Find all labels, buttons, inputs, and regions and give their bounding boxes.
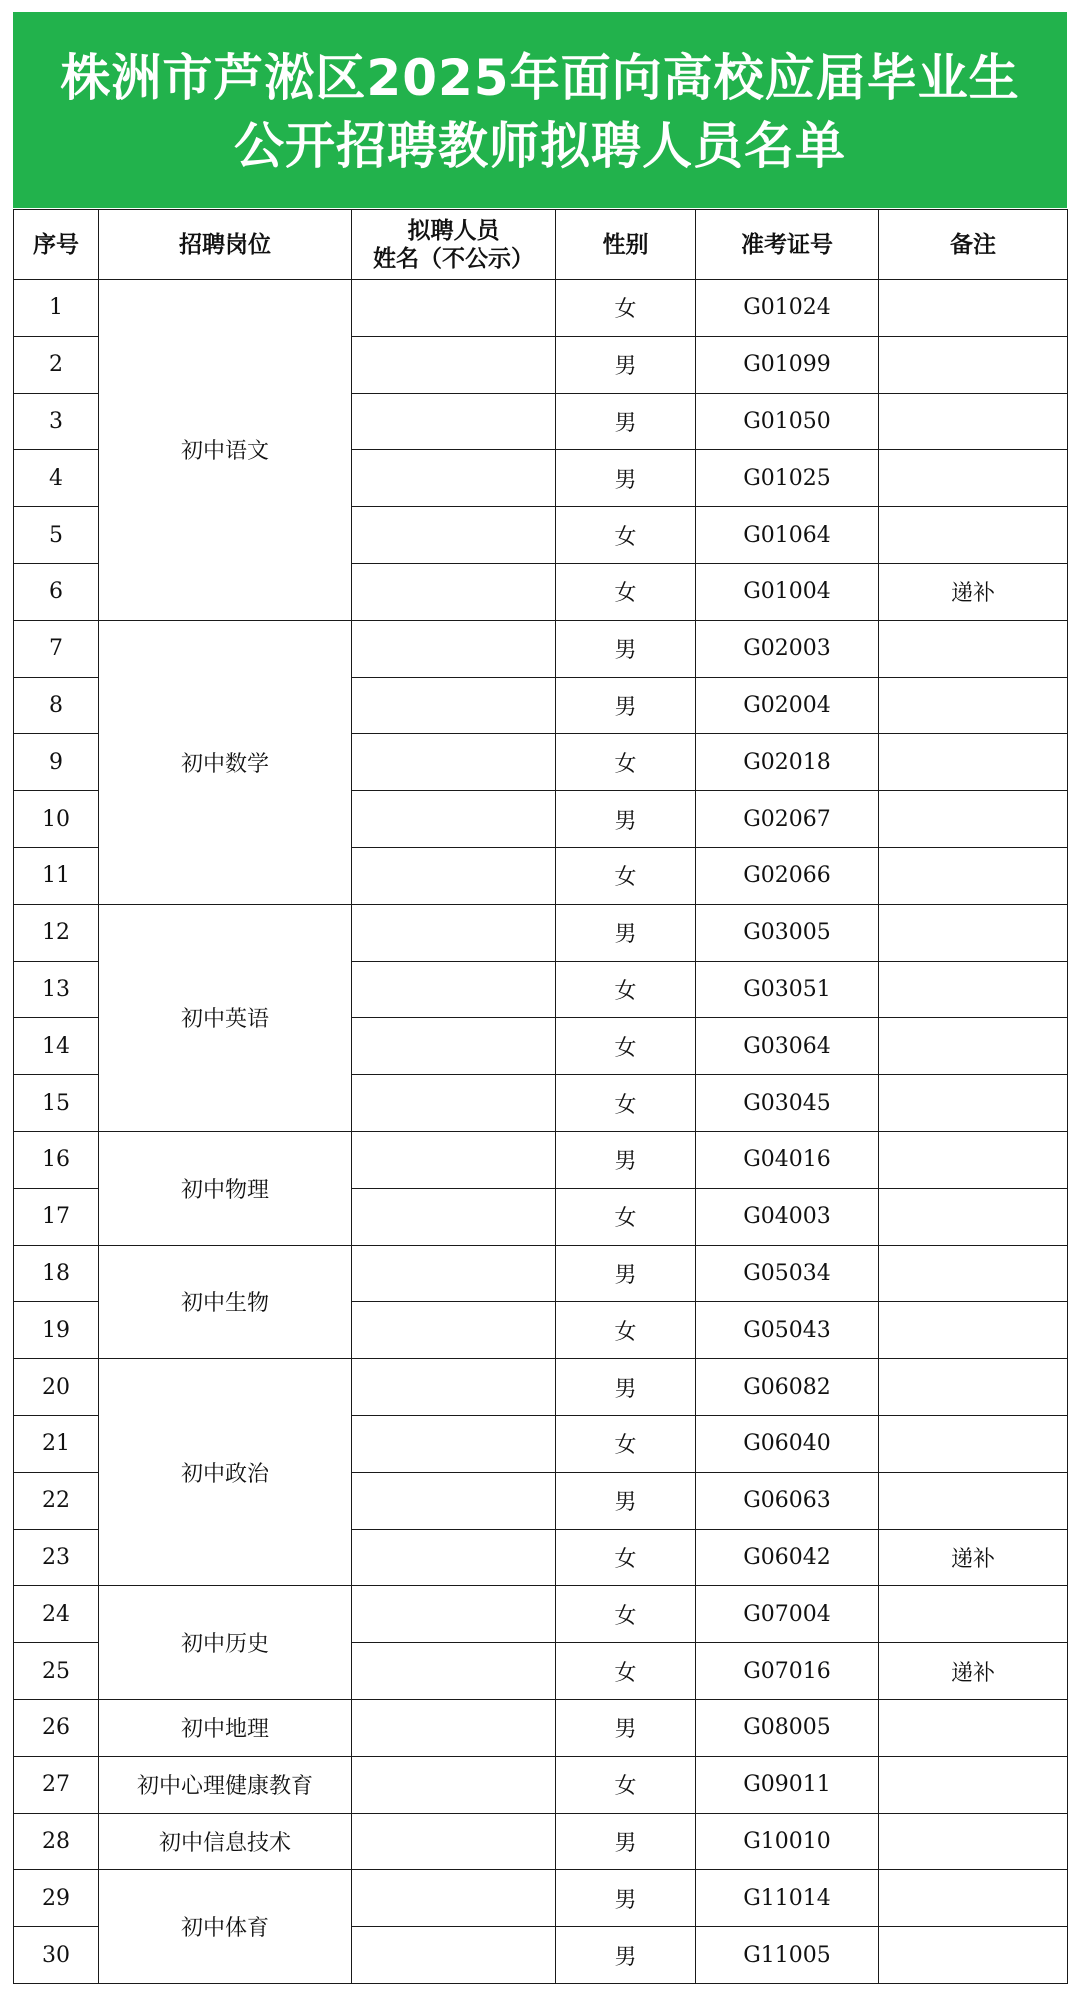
cell-name xyxy=(352,677,556,734)
header-remark: 备注 xyxy=(879,210,1068,280)
table-body xyxy=(14,280,1068,1984)
cell-name xyxy=(352,904,556,961)
cell-gender: 男 xyxy=(556,1245,696,1302)
cell-gender: 女 xyxy=(556,734,696,791)
cell-name xyxy=(352,1415,556,1472)
cell-name xyxy=(352,1472,556,1529)
cell-post: 初中信息技术 xyxy=(99,1813,352,1870)
cell-seq: 30 xyxy=(14,1927,99,1984)
cell-gender: 男 xyxy=(556,1813,696,1870)
cell-seq: 28 xyxy=(14,1813,99,1870)
cell-exam-no: G01064 xyxy=(696,507,879,564)
cell-gender: 女 xyxy=(556,1586,696,1643)
cell-gender: 女 xyxy=(556,1529,696,1586)
cell-seq: 4 xyxy=(14,450,99,507)
cell-remark: 递补 xyxy=(879,1643,1068,1700)
header-name xyxy=(352,210,556,280)
cell-gender: 女 xyxy=(556,1188,696,1245)
header-gender: 性别 xyxy=(556,210,696,280)
roster-table xyxy=(13,209,1068,1984)
cell-gender: 女 xyxy=(556,1018,696,1075)
cell-post: 初中物理 xyxy=(99,1131,352,1245)
cell-seq: 11 xyxy=(14,847,99,904)
cell-remark xyxy=(879,1359,1068,1416)
cell-gender: 女 xyxy=(556,847,696,904)
cell-name xyxy=(352,1188,556,1245)
cell-exam-no: G01024 xyxy=(696,280,879,337)
cell-seq: 13 xyxy=(14,961,99,1018)
cell-gender: 女 xyxy=(556,961,696,1018)
cell-seq: 19 xyxy=(14,1302,99,1359)
cell-remark xyxy=(879,791,1068,848)
cell-seq: 25 xyxy=(14,1643,99,1700)
cell-gender: 男 xyxy=(556,1472,696,1529)
cell-seq: 2 xyxy=(14,336,99,393)
cell-remark xyxy=(879,1131,1068,1188)
cell-exam-no: G04003 xyxy=(696,1188,879,1245)
cell-gender: 男 xyxy=(556,1699,696,1756)
cell-name xyxy=(352,1075,556,1132)
table-row xyxy=(14,620,1068,677)
cell-exam-no: G03045 xyxy=(696,1075,879,1132)
cell-remark xyxy=(879,904,1068,961)
cell-gender: 男 xyxy=(556,450,696,507)
cell-remark xyxy=(879,450,1068,507)
cell-remark xyxy=(879,1245,1068,1302)
cell-seq: 1 xyxy=(14,280,99,337)
cell-remark xyxy=(879,1756,1068,1813)
cell-name xyxy=(352,1586,556,1643)
cell-remark xyxy=(879,734,1068,791)
cell-seq: 10 xyxy=(14,791,99,848)
cell-name xyxy=(352,450,556,507)
cell-post: 初中体育 xyxy=(99,1870,352,1984)
cell-exam-no: G11014 xyxy=(696,1870,879,1927)
cell-remark xyxy=(879,1927,1068,1984)
cell-post: 初中历史 xyxy=(99,1586,352,1700)
cell-name xyxy=(352,1018,556,1075)
cell-remark xyxy=(879,1813,1068,1870)
title-banner xyxy=(13,12,1067,208)
cell-gender: 女 xyxy=(556,280,696,337)
header-row xyxy=(14,210,1068,280)
cell-remark xyxy=(879,1870,1068,1927)
cell-seq: 6 xyxy=(14,563,99,620)
cell-seq: 8 xyxy=(14,677,99,734)
cell-exam-no: G02004 xyxy=(696,677,879,734)
cell-gender: 男 xyxy=(556,336,696,393)
cell-remark: 递补 xyxy=(879,563,1068,620)
cell-remark xyxy=(879,336,1068,393)
cell-name xyxy=(352,847,556,904)
cell-exam-no: G07016 xyxy=(696,1643,879,1700)
cell-remark xyxy=(879,393,1068,450)
cell-exam-no: G01050 xyxy=(696,393,879,450)
cell-exam-no: G11005 xyxy=(696,1927,879,1984)
cell-name xyxy=(352,791,556,848)
cell-exam-no: G09011 xyxy=(696,1756,879,1813)
table-row xyxy=(14,1586,1068,1643)
cell-seq: 17 xyxy=(14,1188,99,1245)
cell-remark xyxy=(879,507,1068,564)
table-row xyxy=(14,1756,1068,1813)
cell-gender: 男 xyxy=(556,620,696,677)
cell-gender: 女 xyxy=(556,1643,696,1700)
header-name-line2: 姓名（不公示） xyxy=(373,244,534,272)
cell-gender: 男 xyxy=(556,1359,696,1416)
cell-name xyxy=(352,1359,556,1416)
cell-gender: 女 xyxy=(556,1302,696,1359)
cell-seq: 20 xyxy=(14,1359,99,1416)
cell-exam-no: G05043 xyxy=(696,1302,879,1359)
cell-gender: 男 xyxy=(556,791,696,848)
cell-remark xyxy=(879,620,1068,677)
cell-remark xyxy=(879,1699,1068,1756)
cell-gender: 男 xyxy=(556,1131,696,1188)
cell-name xyxy=(352,1870,556,1927)
cell-exam-no: G06082 xyxy=(696,1359,879,1416)
cell-seq: 27 xyxy=(14,1756,99,1813)
cell-name xyxy=(352,734,556,791)
cell-exam-no: G06063 xyxy=(696,1472,879,1529)
cell-seq: 23 xyxy=(14,1529,99,1586)
header-exam-no: 准考证号 xyxy=(696,210,879,280)
cell-post: 初中心理健康教育 xyxy=(99,1756,352,1813)
cell-exam-no: G02067 xyxy=(696,791,879,848)
cell-seq: 22 xyxy=(14,1472,99,1529)
cell-gender: 男 xyxy=(556,677,696,734)
cell-seq: 29 xyxy=(14,1870,99,1927)
cell-gender: 女 xyxy=(556,1415,696,1472)
cell-gender: 女 xyxy=(556,507,696,564)
cell-name xyxy=(352,1927,556,1984)
cell-seq: 7 xyxy=(14,620,99,677)
cell-gender: 女 xyxy=(556,1075,696,1132)
header-post: 招聘岗位 xyxy=(99,210,352,280)
cell-gender: 男 xyxy=(556,1870,696,1927)
cell-name xyxy=(352,1643,556,1700)
title-line-1: 株洲市芦淞区2025年面向高校应届毕业生 xyxy=(60,49,1020,107)
cell-exam-no: G03051 xyxy=(696,961,879,1018)
cell-seq: 12 xyxy=(14,904,99,961)
table-row xyxy=(14,1359,1068,1416)
cell-remark xyxy=(879,847,1068,904)
cell-name xyxy=(352,393,556,450)
cell-remark xyxy=(879,1188,1068,1245)
cell-exam-no: G03064 xyxy=(696,1018,879,1075)
cell-post: 初中政治 xyxy=(99,1359,352,1586)
cell-remark xyxy=(879,1302,1068,1359)
cell-remark xyxy=(879,1018,1068,1075)
cell-post: 初中地理 xyxy=(99,1699,352,1756)
cell-post: 初中英语 xyxy=(99,904,352,1131)
cell-name xyxy=(352,1699,556,1756)
cell-post: 初中生物 xyxy=(99,1245,352,1359)
cell-seq: 24 xyxy=(14,1586,99,1643)
cell-remark xyxy=(879,1415,1068,1472)
cell-name xyxy=(352,280,556,337)
cell-seq: 15 xyxy=(14,1075,99,1132)
cell-exam-no: G06040 xyxy=(696,1415,879,1472)
cell-remark xyxy=(879,1586,1068,1643)
cell-gender: 男 xyxy=(556,904,696,961)
cell-seq: 26 xyxy=(14,1699,99,1756)
header-seq: 序号 xyxy=(14,210,99,280)
cell-gender: 女 xyxy=(556,1756,696,1813)
cell-exam-no: G06042 xyxy=(696,1529,879,1586)
cell-gender: 男 xyxy=(556,1927,696,1984)
cell-exam-no: G10010 xyxy=(696,1813,879,1870)
cell-name xyxy=(352,507,556,564)
cell-remark xyxy=(879,280,1068,337)
cell-exam-no: G01025 xyxy=(696,450,879,507)
table-row xyxy=(14,1245,1068,1302)
cell-name xyxy=(352,620,556,677)
cell-exam-no: G05034 xyxy=(696,1245,879,1302)
cell-exam-no: G04016 xyxy=(696,1131,879,1188)
cell-remark xyxy=(879,677,1068,734)
cell-exam-no: G01099 xyxy=(696,336,879,393)
cell-name xyxy=(352,1131,556,1188)
cell-name xyxy=(352,1245,556,1302)
cell-exam-no: G02066 xyxy=(696,847,879,904)
table-row xyxy=(14,1813,1068,1870)
cell-seq: 16 xyxy=(14,1131,99,1188)
cell-remark xyxy=(879,1075,1068,1132)
cell-exam-no: G01004 xyxy=(696,563,879,620)
cell-remark xyxy=(879,961,1068,1018)
cell-exam-no: G07004 xyxy=(696,1586,879,1643)
cell-remark xyxy=(879,1472,1068,1529)
cell-exam-no: G02003 xyxy=(696,620,879,677)
cell-name xyxy=(352,1302,556,1359)
table-row xyxy=(14,1699,1068,1756)
table-row xyxy=(14,1131,1068,1188)
cell-seq: 14 xyxy=(14,1018,99,1075)
cell-exam-no: G03005 xyxy=(696,904,879,961)
cell-seq: 21 xyxy=(14,1415,99,1472)
cell-name xyxy=(352,336,556,393)
cell-name xyxy=(352,1756,556,1813)
cell-seq: 9 xyxy=(14,734,99,791)
cell-remark: 递补 xyxy=(879,1529,1068,1586)
title-line-2: 公开招聘教师拟聘人员名单 xyxy=(234,117,846,175)
cell-name xyxy=(352,961,556,1018)
table-row xyxy=(14,904,1068,961)
cell-seq: 5 xyxy=(14,507,99,564)
table-row xyxy=(14,280,1068,337)
cell-name xyxy=(352,1813,556,1870)
cell-gender: 男 xyxy=(556,393,696,450)
cell-seq: 3 xyxy=(14,393,99,450)
cell-name xyxy=(352,1529,556,1586)
cell-post: 初中语文 xyxy=(99,280,352,621)
cell-name xyxy=(352,563,556,620)
cell-seq: 18 xyxy=(14,1245,99,1302)
cell-exam-no: G08005 xyxy=(696,1699,879,1756)
table-row xyxy=(14,1870,1068,1927)
cell-exam-no: G02018 xyxy=(696,734,879,791)
cell-gender: 女 xyxy=(556,563,696,620)
cell-post: 初中数学 xyxy=(99,620,352,904)
header-name-line1: 拟聘人员 xyxy=(407,216,500,244)
